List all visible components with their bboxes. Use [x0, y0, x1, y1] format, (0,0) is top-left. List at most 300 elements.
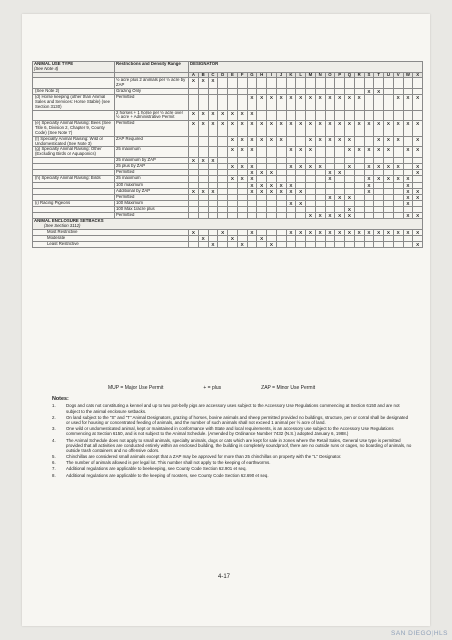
designator-mark-cell	[413, 110, 423, 121]
note-number: 8.	[52, 472, 56, 478]
designator-mark-cell	[354, 136, 364, 147]
note-text: One wild or undomesticated animal, kept or maintained in conformance with State and local requirements, is an accessory use subject to the Accessory Use Regulations commencing at Section 6150, and is not subject to the Animal Schedule. (Amended by Ordinance Number 7432 (N.S.) adopted January 6, 1988.)	[66, 426, 394, 437]
designator-mark-cell: X	[247, 188, 257, 194]
designator-mark-cell: X	[335, 95, 345, 110]
setback-label: Moderate	[33, 236, 189, 242]
table-row	[33, 78, 423, 89]
designator-mark-cell: X	[413, 188, 423, 194]
designator-mark-cell: X	[189, 229, 199, 235]
designator-mark-cell: X	[374, 121, 384, 136]
designator-mark-cell: X	[403, 194, 413, 200]
restriction-cell: 100 Maximum	[115, 200, 189, 206]
designator-mark-cell	[247, 242, 257, 248]
designator-mark-cell: X	[345, 213, 355, 219]
designator-mark-cell: X	[403, 182, 413, 188]
designator-mark-cell	[218, 78, 228, 89]
designator-mark-cell: X	[267, 242, 277, 248]
designator-mark-cell: X	[286, 147, 296, 158]
designator-mark-cell	[296, 136, 306, 147]
designator-mark-cell: X	[247, 229, 257, 235]
animal-use-label: (e) Specialty Animal Raising: Bees (See Title 6, Division 2, Chapter 9, County Code) (See Note 7)	[33, 121, 115, 136]
designator-letter: I	[267, 72, 277, 78]
designator-mark-cell: X	[237, 176, 247, 182]
designator-mark-cell: X	[247, 136, 257, 147]
designator-mark-cell: X	[296, 188, 306, 194]
designator-mark-cell: X	[325, 194, 335, 200]
designator-mark-cell: X	[228, 164, 238, 170]
designator-letter: D	[218, 72, 228, 78]
designator-mark-cell: X	[384, 229, 394, 235]
designator-mark-cell	[267, 110, 277, 121]
designator-mark-cell: X	[208, 157, 218, 163]
designator-mark-cell: X	[267, 170, 277, 176]
designator-letter: R	[354, 72, 364, 78]
designator-mark-cell	[384, 78, 394, 89]
table-row	[33, 95, 423, 110]
designator-letter: O	[325, 72, 335, 78]
note-item	[52, 438, 412, 454]
designator-mark-cell	[218, 147, 228, 158]
designator-mark-cell: X	[296, 147, 306, 158]
designator-letter: X	[413, 72, 423, 78]
designator-mark-cell: X	[306, 213, 316, 219]
designator-mark-cell: X	[374, 136, 384, 147]
designator-letter: C	[208, 72, 218, 78]
designator-letter: K	[286, 72, 296, 78]
designator-mark-cell	[325, 147, 335, 158]
designator-letter: F	[237, 72, 247, 78]
designator-mark-cell	[218, 242, 228, 248]
designator-mark-cell: X	[325, 213, 335, 219]
designator-mark-cell: X	[247, 164, 257, 170]
enclosure-subtitle: (See Section 3112)	[44, 223, 81, 229]
note-number: 2.	[52, 414, 56, 420]
designator-mark-cell	[267, 147, 277, 158]
designator-mark-cell: X	[393, 121, 403, 136]
designator-mark-cell	[247, 78, 257, 89]
designator-mark-cell	[198, 242, 208, 248]
designator-mark-cell	[374, 110, 384, 121]
designator-mark-cell: X	[315, 121, 325, 136]
designator-mark-cell: X	[364, 147, 374, 158]
designator-mark-cell	[208, 95, 218, 110]
designator-mark-cell: X	[413, 121, 423, 136]
designator-mark-cell: X	[276, 182, 286, 188]
designator-mark-cell: X	[403, 213, 413, 219]
restriction-cell: Permitted	[115, 170, 189, 176]
designator-mark-cell: X	[228, 236, 238, 242]
designator-mark-cell: X	[189, 188, 199, 194]
designator-mark-cell	[189, 95, 199, 110]
designator-mark-cell: X	[257, 121, 267, 136]
designator-mark-cell: X	[306, 95, 316, 110]
notes-section	[52, 396, 412, 479]
designator-mark-cell: X	[198, 110, 208, 121]
designator-mark-cell	[306, 78, 316, 89]
designator-mark-cell: X	[237, 136, 247, 147]
designator-mark-cell: X	[393, 229, 403, 235]
designator-mark-cell: X	[374, 229, 384, 235]
designator-mark-cell	[306, 242, 316, 248]
designator-letter: L	[296, 72, 306, 78]
designator-mark-cell	[335, 147, 345, 158]
designator-mark-cell: X	[286, 121, 296, 136]
restriction-cell: ZAP Required	[115, 136, 189, 147]
designator-mark-cell: X	[267, 121, 277, 136]
designator-mark-cell	[296, 242, 306, 248]
designator-mark-cell: X	[403, 121, 413, 136]
designator-mark-cell: X	[325, 170, 335, 176]
designator-mark-cell: X	[364, 176, 374, 182]
designator-mark-cell: X	[198, 157, 208, 163]
designator-mark-cell	[257, 110, 267, 121]
document-page	[22, 14, 430, 626]
designator-mark-cell: X	[247, 121, 257, 136]
designator-mark-cell: X	[296, 229, 306, 235]
designator-mark-cell	[306, 110, 316, 121]
designator-mark-cell: X	[198, 121, 208, 136]
designator-mark-cell: X	[403, 229, 413, 235]
designator-mark-cell: X	[325, 95, 335, 110]
designator-mark-cell: X	[198, 78, 208, 89]
note-number: 7.	[52, 466, 56, 472]
designator-mark-cell: X	[393, 176, 403, 182]
designator-mark-cell	[315, 147, 325, 158]
designator-mark-cell: X	[286, 200, 296, 206]
designator-mark-cell	[276, 78, 286, 89]
designator-mark-cell: X	[403, 188, 413, 194]
designator-mark-cell	[335, 78, 345, 89]
designator-mark-cell: X	[247, 176, 257, 182]
designator-mark-cell: X	[286, 164, 296, 170]
designator-letter: S	[364, 72, 374, 78]
designator-mark-cell	[267, 78, 277, 89]
designator-mark-cell: X	[296, 95, 306, 110]
designator-mark-cell	[335, 110, 345, 121]
designator-mark-cell	[364, 110, 374, 121]
designator-mark-cell: X	[364, 164, 374, 170]
designator-mark-cell: X	[335, 121, 345, 136]
designator-mark-cell	[413, 78, 423, 89]
restriction-cell: Permitted	[115, 95, 189, 110]
designator-mark-cell	[189, 242, 199, 248]
designator-mark-cell	[208, 147, 218, 158]
designator-mark-cell: X	[276, 121, 286, 136]
restriction-cell: 100 Max 1/acre plus	[115, 207, 189, 213]
designator-mark-cell: X	[208, 110, 218, 121]
designator-mark-cell: X	[276, 95, 286, 110]
note-number: 5.	[52, 454, 56, 460]
designator-mark-cell: X	[237, 110, 247, 121]
designator-mark-cell: X	[413, 164, 423, 170]
designator-mark-cell: X	[208, 242, 218, 248]
designator-mark-cell: X	[208, 188, 218, 194]
designator-mark-cell	[403, 110, 413, 121]
enclosure-title-cell	[33, 219, 423, 230]
note-item	[52, 460, 412, 465]
designator-mark-cell	[393, 242, 403, 248]
designator-mark-cell: X	[247, 170, 257, 176]
note-text: On land subject to the "S" and "T" Animal Designators, grazing of horses, bovine animals and sheep permitted provided no buildings, structure, pen or corral shall be designated or used for housing or concentrated feeding of animals, and the number of such animals shall not exceed 1 animal per ½ acre of land.	[66, 414, 409, 425]
designator-mark-cell: X	[335, 194, 345, 200]
designator-mark-cell: X	[267, 182, 277, 188]
designator-mark-cell	[345, 78, 355, 89]
designator-mark-cell: X	[189, 110, 199, 121]
designator-mark-cell: X	[354, 229, 364, 235]
designator-mark-cell: X	[345, 229, 355, 235]
designator-mark-cell	[403, 78, 413, 89]
designator-mark-cell: X	[296, 121, 306, 136]
designator-mark-cell: X	[354, 95, 364, 110]
designator-mark-cell: X	[364, 188, 374, 194]
designator-mark-cell: X	[403, 200, 413, 206]
note-item	[52, 454, 412, 459]
designator-letter: E	[228, 72, 238, 78]
designator-mark-cell: X	[345, 207, 355, 213]
note-item	[52, 415, 412, 425]
designator-mark-cell	[228, 95, 238, 110]
designator-mark-cell: X	[208, 78, 218, 89]
designator-mark-cell	[364, 78, 374, 89]
designator-mark-cell	[237, 95, 247, 110]
designator-mark-cell	[354, 110, 364, 121]
designator-mark-cell	[198, 147, 208, 158]
designator-mark-cell: X	[257, 182, 267, 188]
designator-mark-cell: X	[325, 136, 335, 147]
designator-mark-cell	[208, 136, 218, 147]
designator-mark-cell: X	[228, 136, 238, 147]
designator-mark-cell: X	[286, 229, 296, 235]
legend-mup: MUP = Major Use Permit	[108, 385, 164, 391]
designator-mark-cell	[345, 242, 355, 248]
designator-mark-cell	[354, 78, 364, 89]
designator-mark-cell	[286, 242, 296, 248]
footer-left: SAN DIEGO	[391, 630, 432, 637]
designator-mark-cell: X	[335, 136, 345, 147]
designator-mark-cell	[296, 78, 306, 89]
restriction-cell: ½ acre plus 2 animals per ½ acre by ZAP	[115, 78, 189, 89]
note-item	[52, 473, 412, 478]
designator-mark-cell: X	[345, 147, 355, 158]
designator-mark-cell	[296, 110, 306, 121]
designator-mark-cell: X	[247, 110, 257, 121]
designator-mark-cell: X	[257, 236, 267, 242]
designator-mark-cell	[257, 78, 267, 89]
designator-mark-cell: X	[374, 147, 384, 158]
designator-mark-cell: X	[257, 136, 267, 147]
designator-letter: N	[315, 72, 325, 78]
designator-mark-cell	[393, 78, 403, 89]
restriction-cell: Permitted	[115, 194, 189, 200]
designator-mark-cell	[198, 136, 208, 147]
designator-mark-cell: X	[237, 147, 247, 158]
designator-letter: Q	[345, 72, 355, 78]
designator-mark-cell: X	[306, 121, 316, 136]
note-item	[52, 403, 412, 413]
restriction-cell: 2 horses + 1 horse per ½ acre over ½ acre + Administrative Permit	[115, 110, 189, 121]
designator-mark-cell: X	[345, 164, 355, 170]
designator-mark-cell: X	[384, 136, 394, 147]
designator-mark-cell: X	[325, 121, 335, 136]
designator-mark-cell	[276, 110, 286, 121]
designator-letter: A	[189, 72, 199, 78]
designator-mark-cell: X	[296, 200, 306, 206]
designator-mark-cell: X	[228, 121, 238, 136]
abbreviation-legend	[108, 385, 408, 391]
designator-mark-cell: X	[208, 121, 218, 136]
designator-mark-cell	[403, 136, 413, 147]
table-row	[33, 110, 423, 121]
designator-mark-cell: X	[335, 213, 345, 219]
notes-title: Notes:	[52, 396, 69, 402]
designator-mark-cell: X	[403, 176, 413, 182]
designator-mark-cell: X	[345, 136, 355, 147]
designator-mark-cell: X	[267, 136, 277, 147]
designator-mark-cell: X	[364, 182, 374, 188]
designator-mark-cell: X	[276, 136, 286, 147]
designator-mark-cell: X	[228, 176, 238, 182]
designator-mark-cell: X	[393, 136, 403, 147]
animal-schedule-table	[32, 61, 423, 248]
restriction-cell: Additional by ZAP	[115, 188, 189, 194]
note-text: Dogs and cats not constituting a kennel and up to two pot-belly pigs are accessory uses subject to the Accessory Use Regulations commencing at Section 6150 and are not subject to the animal enclosure setbacks.	[66, 403, 400, 414]
designator-mark-cell: X	[247, 147, 257, 158]
designator-mark-cell: X	[335, 170, 345, 176]
designator-mark-cell: X	[257, 188, 267, 194]
designator-mark-cell	[325, 242, 335, 248]
legend-plus: + = plus	[203, 385, 222, 391]
designator-mark-cell	[364, 136, 374, 147]
designator-mark-cell	[257, 147, 267, 158]
designator-mark-cell: X	[218, 229, 228, 235]
designator-mark-cell: X	[374, 176, 384, 182]
designator-mark-cell: X	[413, 194, 423, 200]
designator-mark-cell	[384, 95, 394, 110]
designator-letter: W	[403, 72, 413, 78]
designator-mark-cell: X	[315, 229, 325, 235]
designator-mark-cell	[345, 110, 355, 121]
animal-use-label: (d) Horse keeping (other than Animal Sales and Services: Horse Stable) (see Section 3130)	[33, 95, 115, 110]
designator-mark-cell: X	[276, 188, 286, 194]
designator-mark-cell: X	[413, 242, 423, 248]
designator-mark-cell: X	[393, 95, 403, 110]
animal-use-label	[33, 78, 115, 89]
designator-letter: P	[335, 72, 345, 78]
footer-right: HLS	[433, 630, 448, 637]
page-number: 4-17	[218, 574, 231, 580]
designator-mark-cell	[374, 242, 384, 248]
designator-mark-cell: X	[296, 164, 306, 170]
note-text: Additional regulations are applicable to beekeeping, see County Code Section 62.901 et seq.	[66, 466, 247, 472]
designator-mark-cell: X	[413, 213, 423, 219]
designator-mark-cell: X	[413, 229, 423, 235]
note-number: 4.	[52, 437, 56, 443]
designator-mark-cell: X	[354, 147, 364, 158]
note-text: Chinchillas are considered small animals except that a ZAP may be approved for more than 25 chinchillas on property with the "L" Designator.	[66, 454, 342, 460]
designator-mark-cell: X	[335, 229, 345, 235]
enclosure-setbacks-header	[33, 219, 423, 230]
designator-mark-cell: X	[286, 188, 296, 194]
designator-mark-cell: X	[237, 121, 247, 136]
designator-mark-cell: X	[218, 110, 228, 121]
note-text: The number of animals allowed is per legal lot. This number shall not apply to the keeping of earthworms.	[66, 460, 271, 466]
designator-header: DESIGNATOR	[189, 62, 423, 73]
setback-label: Least Restrictive	[33, 242, 189, 248]
designator-mark-cell	[315, 110, 325, 121]
designator-mark-cell: X	[384, 176, 394, 182]
designator-mark-cell: X	[403, 147, 413, 158]
restriction-cell: 25 maximum	[115, 176, 189, 182]
designator-mark-cell: X	[315, 164, 325, 170]
animal-use-type-header: ANIMAL USE TYPE (See Note 4)	[33, 62, 115, 73]
designator-letter: J	[276, 72, 286, 78]
designator-mark-cell: X	[354, 121, 364, 136]
designator-mark-cell	[286, 78, 296, 89]
animal-use-label	[33, 110, 115, 121]
restriction-cell: Grazing Only	[115, 89, 189, 95]
designator-letter: T	[374, 72, 384, 78]
designator-letter: M	[306, 72, 316, 78]
designator-mark-cell	[228, 78, 238, 89]
animal-use-label: (i) Racing Pigeons	[33, 200, 115, 206]
animal-use-label: (h) Specialty Animal Raising: Birds	[33, 176, 115, 182]
designator-mark-cell: X	[413, 136, 423, 147]
designator-mark-cell: X	[345, 121, 355, 136]
restriction-cell: Permitted	[115, 121, 189, 136]
designator-mark-cell: X	[364, 89, 374, 95]
designator-mark-cell: X	[267, 95, 277, 110]
designator-mark-cell	[325, 110, 335, 121]
designator-mark-cell: X	[384, 147, 394, 158]
designator-mark-cell: X	[413, 170, 423, 176]
designator-mark-cell	[335, 242, 345, 248]
designator-letter: B	[198, 72, 208, 78]
designator-mark-cell	[286, 110, 296, 121]
table-row	[33, 242, 423, 248]
designator-mark-cell	[374, 78, 384, 89]
designator-mark-cell: X	[413, 95, 423, 110]
designator-mark-cell	[325, 78, 335, 89]
designator-letter: V	[393, 72, 403, 78]
designator-mark-cell: X	[286, 95, 296, 110]
designator-mark-cell	[286, 136, 296, 147]
designator-mark-cell	[403, 242, 413, 248]
designator-mark-cell	[354, 242, 364, 248]
designator-mark-cell: X	[325, 229, 335, 235]
note-text: The Animal Schedule does not apply to small animals, specialty animals, dogs or cats which are kept for sale in zones where the Retail Sales, General Use type is permitted provided that all activities are conducted entirely within an enclosed building, the building is completely soundproof, there are no outside runs or cages, no boarding of animals, no outside trash containers and no offensive odors.	[66, 437, 412, 453]
designator-mark-cell	[393, 147, 403, 158]
restriction-cell: Permitted	[115, 213, 189, 219]
restriction-cell: 100 maximum	[115, 182, 189, 188]
table-row	[33, 136, 423, 147]
note-number: 6.	[52, 460, 56, 466]
designator-mark-cell: X	[237, 242, 247, 248]
designator-mark-cell: X	[306, 147, 316, 158]
restriction-cell: 25 maximum by ZAP	[115, 157, 189, 163]
note-item	[52, 426, 412, 436]
designator-mark-cell: X	[257, 170, 267, 176]
designator-mark-cell	[315, 242, 325, 248]
designator-mark-cell: X	[364, 229, 374, 235]
watermark-footer	[391, 630, 448, 637]
designator-mark-cell	[257, 242, 267, 248]
designator-mark-cell: X	[306, 164, 316, 170]
restrictions-header: Restrictions and Density Range	[115, 62, 189, 73]
setback-label: Most Restrictive	[33, 229, 189, 235]
designator-mark-cell: X	[325, 176, 335, 182]
designator-mark-cell: X	[198, 236, 208, 242]
designator-mark-cell: X	[364, 121, 374, 136]
